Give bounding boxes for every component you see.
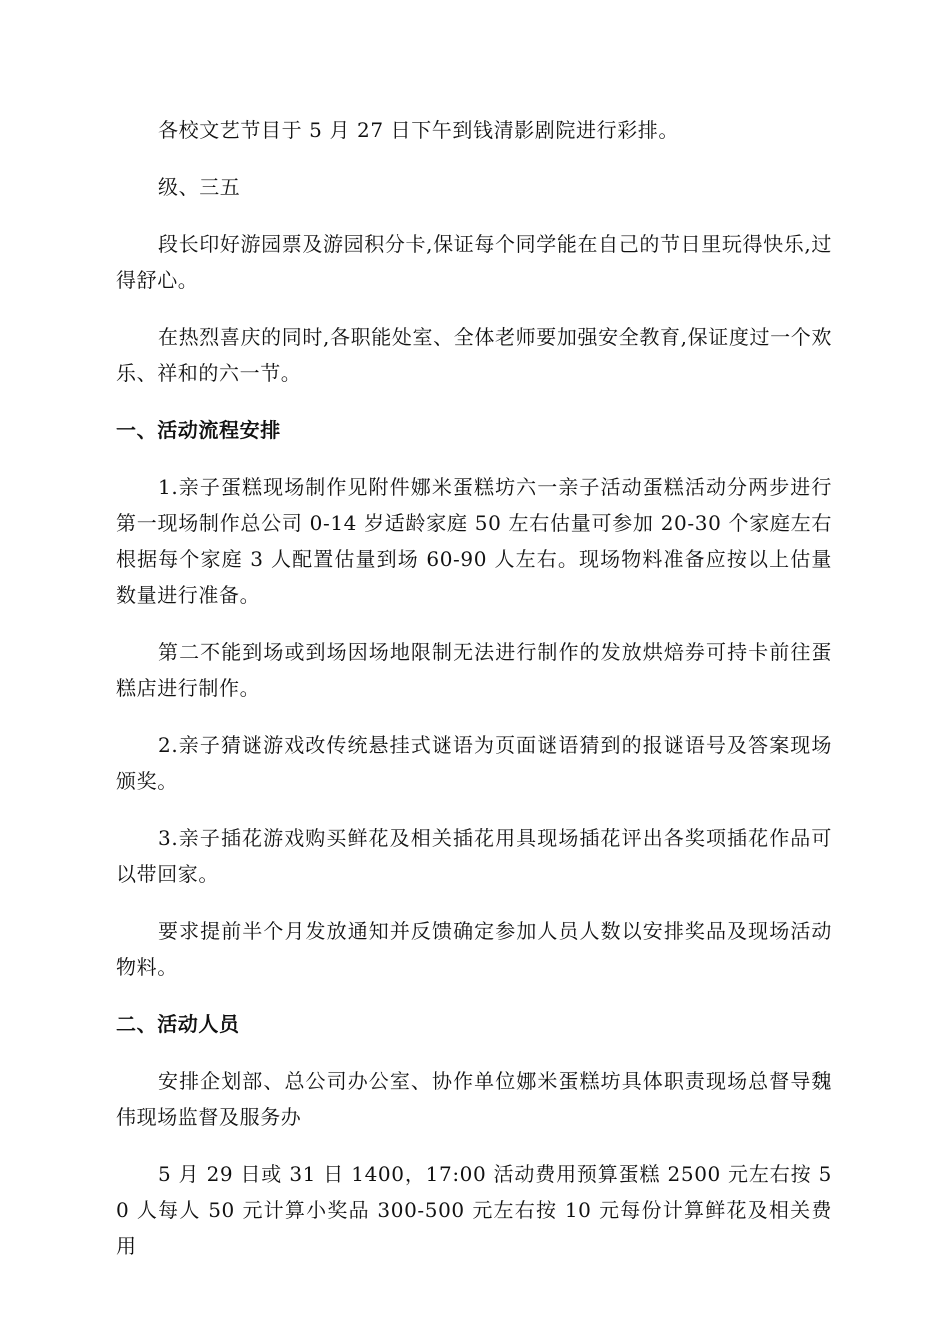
paragraph-baking-voucher: 第二不能到场或到场因场地限制无法进行制作的发放烘焙券可持卡前往蛋糕店进行制作。 (116, 640, 832, 700)
paragraph-flower-game: 3.亲子插花游戏购买鲜花及相关插花用具现场插花评出各奖项插花作品可以带回家。 (116, 826, 832, 886)
paragraph-budget: 5 月 29 日或 31 日 1400，17:00 活动费用预算蛋糕 2500 元左右按 50 人每人 50 元计算小奖品 300-500 元左右按 10 元每份计算鲜花及相关费用 (116, 1162, 832, 1258)
paragraph-tickets: 段长印好游园票及游园积分卡,保证每个同学能在自己的节日里玩得快乐,过得舒心。 (116, 232, 832, 292)
paragraph-rehearsal: 各校文艺节目于 5 月 27 日下午到钱清影剧院进行彩排。 (158, 118, 680, 142)
paragraph-cake-activity: 1.亲子蛋糕现场制作见附件娜米蛋糕坊六一亲子活动蛋糕活动分两步进行第一现场制作总公司 0-14 岁适龄家庭 50 左右估量可参加 20-30 个家庭左右根据每个家庭 3 人配置估量到场 60-90 人左右。现场物料准备应按以上估量数量进行准备。 (116, 475, 832, 607)
paragraph-grade: 级、三五 (158, 175, 241, 199)
section-heading-process: 一、活动流程安排 (116, 418, 281, 442)
paragraph-safety: 在热烈喜庆的同时,各职能处室、全体老师要加强安全教育,保证度过一个欢乐、祥和的六一节。 (116, 325, 832, 385)
paragraph-notice: 要求提前半个月发放通知并反馈确定参加人员人数以安排奖品及现场活动物料。 (116, 919, 832, 979)
paragraph-riddle-game: 2.亲子猜谜游戏改传统悬挂式谜语为页面谜语猜到的报谜语号及答案现场颁奖。 (116, 733, 832, 793)
section-heading-staff: 二、活动人员 (116, 1012, 240, 1036)
paragraph-departments: 安排企划部、总公司办公室、协作单位娜米蛋糕坊具体职责现场总督导魏伟现场监督及服务办 (116, 1069, 832, 1129)
